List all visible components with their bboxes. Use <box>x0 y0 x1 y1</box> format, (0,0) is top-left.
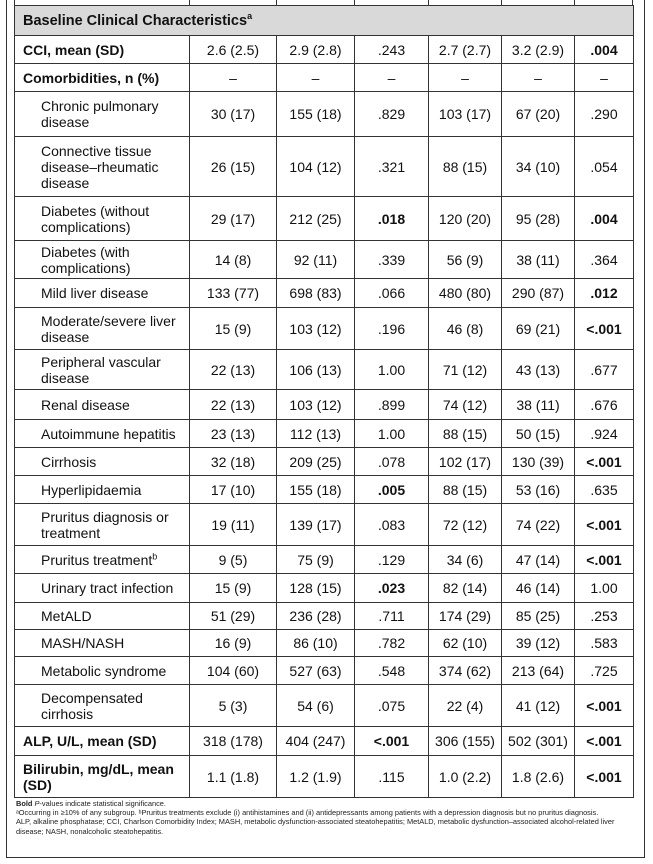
table-cell: 32 (18) <box>190 448 277 476</box>
table-cell: – <box>355 64 429 92</box>
row-label: Diabetes (with complications) <box>15 241 190 279</box>
table-cell: .583 <box>575 630 634 657</box>
table-cell: <.001 <box>355 727 429 756</box>
table-cell: 480 (80) <box>429 279 502 308</box>
table-cell: 82 (14) <box>429 574 502 603</box>
table-cell: 1.00 <box>355 350 429 390</box>
table-cell: 92 (11) <box>277 241 355 279</box>
footnote-definitions: ᵃOccurring in ≥10% of any subgroup. ᵇPruritus treatments exclude (i) antihistamines and (ii) antidepressants among patients with a depression diagnosis but no pruritus diagnosis. <box>16 808 599 818</box>
table-row <box>15 241 634 279</box>
table-cell: .253 <box>575 603 634 630</box>
table-cell: .635 <box>575 476 634 504</box>
section-title: Baseline Clinical Characteristics$^a$ <box>15 6 634 36</box>
table-cell: <.001 <box>575 756 634 798</box>
row-label: Moderate/severe liver disease <box>15 308 190 350</box>
row-label: Diabetes (without complications) <box>15 197 190 241</box>
table-row <box>15 476 634 504</box>
table-cell: .677 <box>575 350 634 390</box>
table-cell: 71 (12) <box>429 350 502 390</box>
section-header-row <box>15 6 634 36</box>
table-cell: 103 (12) <box>277 308 355 350</box>
table-cell: 236 (28) <box>277 603 355 630</box>
table-cell: <.001 <box>575 504 634 546</box>
table-row <box>15 390 634 420</box>
table-cell: 1.2 (1.9) <box>277 756 355 798</box>
table-cell: .676 <box>575 390 634 420</box>
row-label: Mild liver disease <box>15 279 190 308</box>
table-cell: .924 <box>575 420 634 448</box>
table-cell: .321 <box>355 137 429 197</box>
table-cell: 16 (9) <box>190 630 277 657</box>
table-cell: .196 <box>355 308 429 350</box>
table-row <box>15 630 634 657</box>
table-cell: 374 (62) <box>429 657 502 685</box>
table-cell: 38 (11) <box>502 241 575 279</box>
row-label: Metabolic syndrome <box>15 657 190 685</box>
table-cell: 3.2 (2.9) <box>502 36 575 64</box>
table-cell: .054 <box>575 137 634 197</box>
row-label: Connective tissue disease–rheumatic disease <box>15 137 190 197</box>
table-cell: 26 (15) <box>190 137 277 197</box>
table-cell: 1.00 <box>355 420 429 448</box>
table-cell: .075 <box>355 685 429 727</box>
table-cell: .012 <box>575 279 634 308</box>
table-cell: .829 <box>355 92 429 137</box>
table-row <box>15 64 634 92</box>
table-cell: .066 <box>355 279 429 308</box>
table-cell: 34 (6) <box>429 546 502 574</box>
row-label: Chronic pulmonary disease <box>15 92 190 137</box>
table-cell: 2.6 (2.5) <box>190 36 277 64</box>
table-cell: 46 (8) <box>429 308 502 350</box>
row-label: Comorbidities, n (%) <box>15 64 190 92</box>
table-cell: 318 (178) <box>190 727 277 756</box>
table-cell: 698 (83) <box>277 279 355 308</box>
table-cell: .018 <box>355 197 429 241</box>
table-row <box>15 350 634 390</box>
table-cell: .339 <box>355 241 429 279</box>
table-row <box>15 727 634 756</box>
table-cell: 88 (15) <box>429 476 502 504</box>
table-body <box>15 6 634 798</box>
table-cell: 106 (13) <box>277 350 355 390</box>
table-row <box>15 197 634 241</box>
table-row <box>15 546 634 574</box>
row-label: Peripheral vascular disease <box>15 350 190 390</box>
table-cell: 112 (13) <box>277 420 355 448</box>
table-cell: 62 (10) <box>429 630 502 657</box>
table-cell: <.001 <box>575 546 634 574</box>
footnotes <box>16 799 633 836</box>
table-cell: .083 <box>355 504 429 546</box>
table-cell: 5 (3) <box>190 685 277 727</box>
table-cell: 14 (8) <box>190 241 277 279</box>
row-label: Cirrhosis <box>15 448 190 476</box>
table-row <box>15 279 634 308</box>
row-label: Autoimmune hepatitis <box>15 420 190 448</box>
table-cell: 404 (247) <box>277 727 355 756</box>
table-row <box>15 685 634 727</box>
table-row <box>15 36 634 64</box>
table-cell: .364 <box>575 241 634 279</box>
table-cell: 120 (20) <box>429 197 502 241</box>
table-cell: 22 (4) <box>429 685 502 727</box>
table-cell: 29 (17) <box>190 197 277 241</box>
table-cell: .005 <box>355 476 429 504</box>
table-cell: <.001 <box>575 727 634 756</box>
table-cell: 38 (11) <box>502 390 575 420</box>
table-cell: <.001 <box>575 308 634 350</box>
table-cell: .078 <box>355 448 429 476</box>
table-cell: 155 (18) <box>277 92 355 137</box>
table-cell: 213 (64) <box>502 657 575 685</box>
table-cell: 130 (39) <box>502 448 575 476</box>
table-cell: .243 <box>355 36 429 64</box>
row-label: Renal disease <box>15 390 190 420</box>
table-cell: – <box>190 64 277 92</box>
table-cell: 527 (63) <box>277 657 355 685</box>
table-cell: 51 (29) <box>190 603 277 630</box>
row-label: Urinary tract infection <box>15 574 190 603</box>
table-row <box>15 756 634 798</box>
table-cell: 17 (10) <box>190 476 277 504</box>
table-cell: 46 (14) <box>502 574 575 603</box>
table-cell: 103 (12) <box>277 390 355 420</box>
table-cell: 95 (28) <box>502 197 575 241</box>
table-cell: .899 <box>355 390 429 420</box>
table-cell: 174 (29) <box>429 603 502 630</box>
table-cell: 2.9 (2.8) <box>277 36 355 64</box>
table-cell: 50 (15) <box>502 420 575 448</box>
table-cell: <.001 <box>575 448 634 476</box>
table-cell: 2.7 (2.7) <box>429 36 502 64</box>
table-cell: 75 (9) <box>277 546 355 574</box>
table-cell: 102 (17) <box>429 448 502 476</box>
table-cell: 15 (9) <box>190 574 277 603</box>
table-cell: 86 (10) <box>277 630 355 657</box>
table-cell: .004 <box>575 197 634 241</box>
table-cell: 88 (15) <box>429 137 502 197</box>
table-cell: 54 (6) <box>277 685 355 727</box>
table-cell: – <box>429 64 502 92</box>
table-cell: .004 <box>575 36 634 64</box>
row-label: Decompensated cirrhosis <box>15 685 190 727</box>
table-row <box>15 137 634 197</box>
table-cell: .725 <box>575 657 634 685</box>
table-cell: .023 <box>355 574 429 603</box>
table-cell: 15 (9) <box>190 308 277 350</box>
clinical-characteristics-table <box>14 5 634 798</box>
row-label: ALP, U/L, mean (SD) <box>15 727 190 756</box>
table-cell: 41 (12) <box>502 685 575 727</box>
table-cell: 212 (25) <box>277 197 355 241</box>
table-cell: .115 <box>355 756 429 798</box>
table-cell: 290 (87) <box>502 279 575 308</box>
table-cell: 69 (21) <box>502 308 575 350</box>
row-label: MetALD <box>15 603 190 630</box>
table-cell: – <box>277 64 355 92</box>
row-label: CCI, mean (SD) <box>15 36 190 64</box>
table-row <box>15 657 634 685</box>
table-cell: 306 (155) <box>429 727 502 756</box>
footnote-bold-note: Bold P-values indicate statistical significance. <box>16 799 166 808</box>
table-cell: 23 (13) <box>190 420 277 448</box>
table-cell: 74 (12) <box>429 390 502 420</box>
table-cell: – <box>502 64 575 92</box>
table-row <box>15 448 634 476</box>
table-cell: 209 (25) <box>277 448 355 476</box>
row-label: Hyperlipidaemia <box>15 476 190 504</box>
table-cell: 1.00 <box>575 574 634 603</box>
footnote-abbreviations: ALP, alkaline phosphatase; CCI, Charlson Comorbidity Index; MASH, metabolic dysfunction-associated steatohepatitis; MetALD, metabolic dysfunction–associated alcohol-related liver disease; NASH, nonalcoholic steatohepatitis. <box>16 817 615 836</box>
table-row <box>15 92 634 137</box>
row-label: Pruritus diagnosis or treatment <box>15 504 190 546</box>
table-cell: 43 (13) <box>502 350 575 390</box>
row-label: Pruritus treatment$^b$ <box>15 546 190 574</box>
table-cell: 56 (9) <box>429 241 502 279</box>
table-cell: 30 (17) <box>190 92 277 137</box>
table-cell: 128 (15) <box>277 574 355 603</box>
table-cell: 104 (60) <box>190 657 277 685</box>
table-cell: .290 <box>575 92 634 137</box>
table-cell: .711 <box>355 603 429 630</box>
table-cell: .129 <box>355 546 429 574</box>
table-cell: 9 (5) <box>190 546 277 574</box>
table-cell: .548 <box>355 657 429 685</box>
table-cell: 502 (301) <box>502 727 575 756</box>
table-row <box>15 308 634 350</box>
table-cell: 22 (13) <box>190 350 277 390</box>
table-cell: 133 (77) <box>190 279 277 308</box>
table-cell: 1.0 (2.2) <box>429 756 502 798</box>
table-cell: 47 (14) <box>502 546 575 574</box>
table-cell: 74 (22) <box>502 504 575 546</box>
table-cell: 103 (17) <box>429 92 502 137</box>
table-cell: 39 (12) <box>502 630 575 657</box>
table-cell: 19 (11) <box>190 504 277 546</box>
row-label: Bilirubin, mg/dL, mean (SD) <box>15 756 190 798</box>
table-cell: – <box>575 64 634 92</box>
table-cell: 34 (10) <box>502 137 575 197</box>
table-cell: 88 (15) <box>429 420 502 448</box>
table-cell: 1.8 (2.6) <box>502 756 575 798</box>
table-cell: 22 (13) <box>190 390 277 420</box>
table-cell: 67 (20) <box>502 92 575 137</box>
table-cell: 104 (12) <box>277 137 355 197</box>
table-cell: 155 (18) <box>277 476 355 504</box>
row-label: MASH/NASH <box>15 630 190 657</box>
table-row <box>15 504 634 546</box>
table-row <box>15 574 634 603</box>
table-cell: 139 (17) <box>277 504 355 546</box>
table-row <box>15 420 634 448</box>
table-cell: 53 (16) <box>502 476 575 504</box>
table-cell: 1.1 (1.8) <box>190 756 277 798</box>
table-row <box>15 603 634 630</box>
table-cell: 85 (25) <box>502 603 575 630</box>
table-cell: .782 <box>355 630 429 657</box>
table-cell: <.001 <box>575 685 634 727</box>
table-cell: 72 (12) <box>429 504 502 546</box>
